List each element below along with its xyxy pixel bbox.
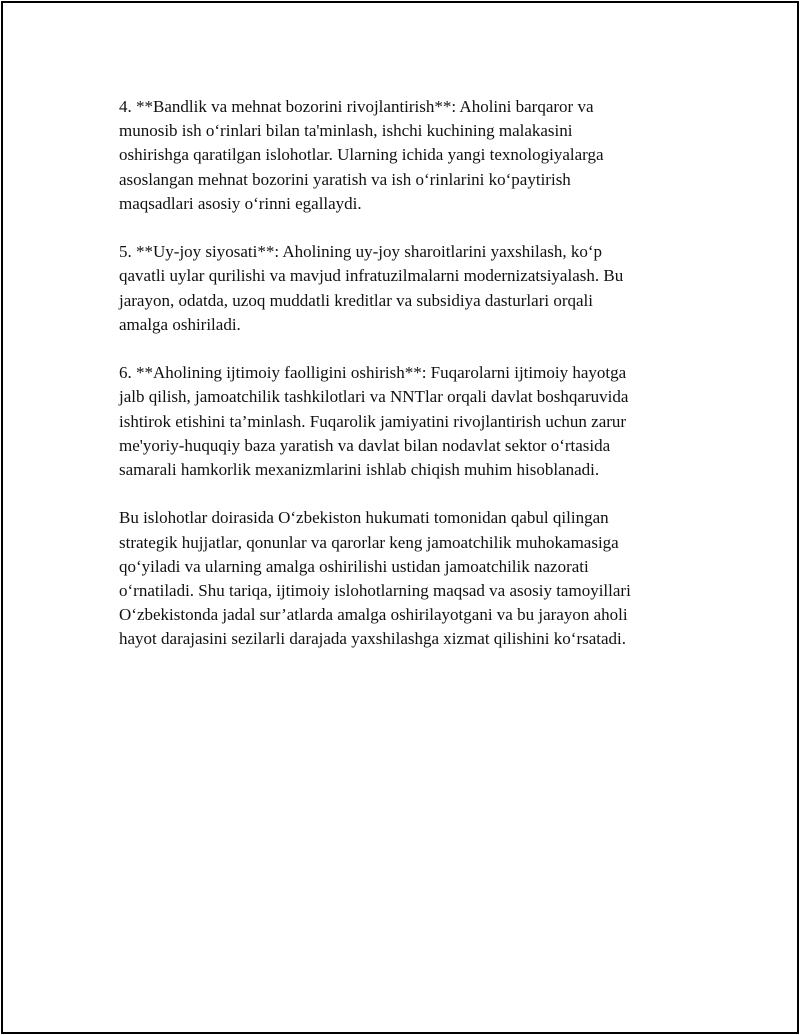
document-body xyxy=(119,95,679,676)
paragraph-employment: 4. **Bandlik va mehnat bozorini rivojlantirish**: Aholini barqaror va munosib ish o‘rinlari bilan ta'minlash, ishchi kuchining malakasini oshirishga qaratilgan islohotlar. Ularning ichida yangi texnologiyalarga asoslangan mehnat bozorini yaratish va ish o‘rinlarini ko‘paytirish maqsadlari asosiy o‘rinni egallaydi. xyxy=(119,97,604,213)
document-page xyxy=(1,1,799,1034)
paragraph-housing: 5. **Uy-joy siyosati**: Aholining uy-joy sharoitlarini yaxshilash, ko‘p qavatli uylar qurilishi va mavjud infratuzilmalarni modernizatsiyalash. Bu jarayon, odatda, uzoq muddatli kreditlar va subsidiya dasturlari orqali amalga oshiriladi. xyxy=(119,242,624,334)
paragraph-conclusion: Bu islohotlar doirasida O‘zbekiston hukumati tomonidan qabul qilingan strategik hujjatlar, qonunlar va qarorlar keng jamoatchilik muhokamasiga qo‘yiladi va ularning amalga oshirilishi ustidan jamoatchilik nazorati o‘rnatiladi. Shu tariqa, ijtimoiy islohotlarning maqsad va asosiy tamoyillari O‘zbekistonda jadal sur’atlarda amalga oshirilayotgani va bu jarayon aholi hayot darajasini sezilarli darajada yaxshilashga xizmat qilishini ko‘rsatadi. xyxy=(119,508,631,649)
paragraph-civic-activity: 6. **Aholining ijtimoiy faolligini oshirish**: Fuqarolarni ijtimoiy hayotga jalb qilish, jamoatchilik tashkilotlari va NNTlar orqali davlat boshqaruvida ishtirok etishini ta’minlash. Fuqarolik jamiyatini rivojlantirish uchun zarur me'yoriy-huquqiy baza yaratish va davlat bilan nodavlat sektor o‘rtasida samarali hamkorlik mexanizmlarini ishlab chiqish muhim hisoblanadi. xyxy=(119,363,629,480)
